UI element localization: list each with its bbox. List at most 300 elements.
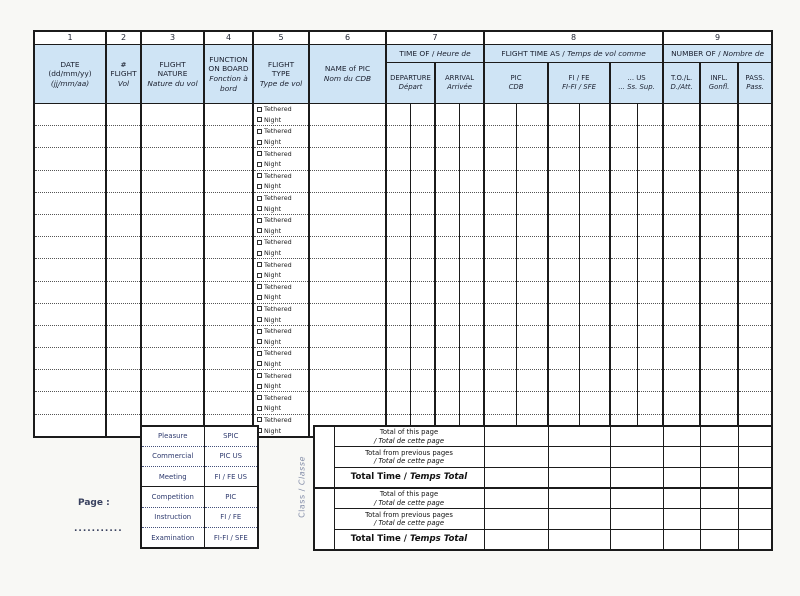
cell-flight-number[interactable] (106, 170, 141, 192)
cell-arrival-minutes[interactable] (459, 214, 484, 236)
cell-flight-nature[interactable] (141, 259, 204, 281)
cell-passengers[interactable] (738, 370, 772, 392)
cell-pic-name[interactable] (309, 392, 386, 414)
totals-cell-us[interactable] (610, 509, 663, 530)
cell-fi-fe-time-hours[interactable] (548, 370, 579, 392)
cell-pic-name[interactable] (309, 148, 386, 170)
cell-us-time-hours[interactable] (610, 148, 637, 170)
cell-departure-hours[interactable] (386, 259, 410, 281)
cell-pic-time-hours[interactable] (484, 192, 516, 214)
cell-us-time-minutes[interactable] (637, 303, 663, 325)
cell-pic-name[interactable] (309, 192, 386, 214)
cell-date[interactable] (34, 325, 106, 347)
cell-function-on-board[interactable] (204, 214, 253, 236)
cell-departure-minutes[interactable] (410, 126, 435, 148)
tethered-checkbox[interactable] (254, 259, 308, 270)
cell-pic-time-hours[interactable] (484, 259, 516, 281)
tethered-checkbox[interactable] (254, 415, 308, 426)
cell-fi-fe-time-hours[interactable] (548, 170, 579, 192)
cell-date[interactable] (34, 192, 106, 214)
cell-flight-nature[interactable] (141, 104, 204, 126)
totals-cell-us[interactable] (610, 426, 663, 447)
cell-departure-hours[interactable] (386, 303, 410, 325)
cell-date[interactable] (34, 281, 106, 303)
cell-departure-minutes[interactable] (410, 104, 435, 126)
cell-departure-hours[interactable] (386, 392, 410, 414)
tethered-checkbox[interactable] (254, 326, 308, 337)
totals-cell-pass[interactable] (738, 509, 772, 530)
cell-fi-fe-time-hours[interactable] (548, 192, 579, 214)
cell-arrival-minutes[interactable] (459, 104, 484, 126)
cell-pic-time-minutes[interactable] (516, 126, 548, 148)
cell-fi-fe-time-minutes[interactable] (579, 259, 610, 281)
night-checkbox[interactable] (254, 292, 308, 303)
cell-pic-time-minutes[interactable] (516, 303, 548, 325)
cell-flight-number[interactable] (106, 104, 141, 126)
totals-cell-us[interactable] (610, 447, 663, 468)
cell-fi-fe-time-minutes[interactable] (579, 126, 610, 148)
cell-pic-time-minutes[interactable] (516, 370, 548, 392)
cell-inflation[interactable] (700, 126, 738, 148)
cell-departure-hours[interactable] (386, 348, 410, 370)
cell-us-time-minutes[interactable] (637, 237, 663, 259)
cell-arrival-hours[interactable] (435, 214, 459, 236)
cell-function-on-board[interactable] (204, 192, 253, 214)
cell-flight-nature[interactable] (141, 170, 204, 192)
cell-inflation[interactable] (700, 392, 738, 414)
totals-cell-pic[interactable] (484, 509, 548, 530)
cell-function-on-board[interactable] (204, 104, 253, 126)
cell-takeoff-landing[interactable] (663, 348, 700, 370)
night-checkbox[interactable] (254, 359, 308, 370)
cell-arrival-hours[interactable] (435, 281, 459, 303)
cell-fi-fe-time-minutes[interactable] (579, 392, 610, 414)
totals-cell-us[interactable] (610, 488, 663, 509)
night-checkbox[interactable] (254, 270, 308, 281)
tethered-checkbox[interactable] (254, 215, 308, 226)
cell-date[interactable] (34, 148, 106, 170)
cell-departure-hours[interactable] (386, 192, 410, 214)
totals-cell-pass[interactable] (738, 447, 772, 468)
cell-function-on-board[interactable] (204, 148, 253, 170)
cell-us-time-minutes[interactable] (637, 104, 663, 126)
totals-cell-us[interactable] (610, 467, 663, 488)
night-checkbox[interactable] (254, 381, 308, 392)
cell-us-time-minutes[interactable] (637, 126, 663, 148)
cell-function-on-board[interactable] (204, 126, 253, 148)
cell-us-time-minutes[interactable] (637, 370, 663, 392)
cell-pic-name[interactable] (309, 259, 386, 281)
cell-arrival-minutes[interactable] (459, 170, 484, 192)
cell-fi-fe-time-minutes[interactable] (579, 237, 610, 259)
cell-departure-minutes[interactable] (410, 325, 435, 347)
cell-pic-time-hours[interactable] (484, 148, 516, 170)
cell-inflation[interactable] (700, 303, 738, 325)
cell-pic-time-hours[interactable] (484, 325, 516, 347)
totals-cell-pic[interactable] (484, 426, 548, 447)
cell-inflation[interactable] (700, 192, 738, 214)
night-checkbox[interactable] (254, 137, 308, 148)
cell-departure-hours[interactable] (386, 104, 410, 126)
night-checkbox[interactable] (254, 159, 308, 170)
cell-flight-nature[interactable] (141, 325, 204, 347)
cell-departure-hours[interactable] (386, 325, 410, 347)
cell-pic-name[interactable] (309, 370, 386, 392)
cell-arrival-hours[interactable] (435, 325, 459, 347)
cell-departure-minutes[interactable] (410, 192, 435, 214)
cell-takeoff-landing[interactable] (663, 126, 700, 148)
cell-passengers[interactable] (738, 237, 772, 259)
tethered-checkbox[interactable] (254, 171, 308, 182)
cell-pic-name[interactable] (309, 214, 386, 236)
cell-inflation[interactable] (700, 325, 738, 347)
cell-pic-name[interactable] (309, 126, 386, 148)
totals-cell-infl[interactable] (700, 509, 738, 530)
tethered-checkbox[interactable] (254, 104, 308, 115)
cell-flight-nature[interactable] (141, 392, 204, 414)
cell-function-on-board[interactable] (204, 259, 253, 281)
night-checkbox[interactable] (254, 181, 308, 192)
cell-inflation[interactable] (700, 148, 738, 170)
cell-pic-time-minutes[interactable] (516, 192, 548, 214)
cell-passengers[interactable] (738, 348, 772, 370)
totals-cell-tol[interactable] (663, 529, 700, 550)
cell-fi-fe-time-minutes[interactable] (579, 192, 610, 214)
cell-function-on-board[interactable] (204, 325, 253, 347)
cell-pic-time-minutes[interactable] (516, 104, 548, 126)
cell-date[interactable] (34, 348, 106, 370)
night-checkbox[interactable] (254, 336, 308, 347)
cell-pic-name[interactable] (309, 237, 386, 259)
cell-arrival-hours[interactable] (435, 192, 459, 214)
cell-passengers[interactable] (738, 214, 772, 236)
cell-takeoff-landing[interactable] (663, 303, 700, 325)
cell-arrival-hours[interactable] (435, 237, 459, 259)
cell-pic-time-hours[interactable] (484, 126, 516, 148)
cell-pic-time-minutes[interactable] (516, 348, 548, 370)
cell-us-time-hours[interactable] (610, 126, 637, 148)
cell-pic-name[interactable] (309, 303, 386, 325)
totals-cell-pic[interactable] (484, 447, 548, 468)
tethered-checkbox[interactable] (254, 392, 308, 403)
cell-flight-number[interactable] (106, 259, 141, 281)
cell-passengers[interactable] (738, 392, 772, 414)
cell-date[interactable] (34, 126, 106, 148)
cell-takeoff-landing[interactable] (663, 237, 700, 259)
cell-pic-name[interactable] (309, 170, 386, 192)
cell-inflation[interactable] (700, 237, 738, 259)
cell-fi-fe-time-minutes[interactable] (579, 348, 610, 370)
totals-cell-infl[interactable] (700, 447, 738, 468)
tethered-checkbox[interactable] (254, 282, 308, 293)
cell-fi-fe-time-hours[interactable] (548, 392, 579, 414)
cell-function-on-board[interactable] (204, 392, 253, 414)
cell-us-time-minutes[interactable] (637, 214, 663, 236)
cell-arrival-hours[interactable] (435, 259, 459, 281)
cell-date[interactable] (34, 237, 106, 259)
tethered-checkbox[interactable] (254, 126, 308, 137)
cell-function-on-board[interactable] (204, 303, 253, 325)
cell-takeoff-landing[interactable] (663, 104, 700, 126)
cell-flight-number[interactable] (106, 303, 141, 325)
cell-inflation[interactable] (700, 370, 738, 392)
cell-inflation[interactable] (700, 104, 738, 126)
cell-arrival-minutes[interactable] (459, 370, 484, 392)
cell-pic-time-hours[interactable] (484, 214, 516, 236)
cell-departure-minutes[interactable] (410, 237, 435, 259)
cell-departure-minutes[interactable] (410, 170, 435, 192)
cell-us-time-hours[interactable] (610, 104, 637, 126)
cell-fi-fe-time-minutes[interactable] (579, 370, 610, 392)
totals-cell-fi-fe[interactable] (548, 426, 610, 447)
cell-departure-minutes[interactable] (410, 259, 435, 281)
totals-cell-tol[interactable] (663, 426, 700, 447)
cell-us-time-hours[interactable] (610, 303, 637, 325)
cell-departure-minutes[interactable] (410, 214, 435, 236)
night-checkbox[interactable] (254, 203, 308, 214)
cell-fi-fe-time-hours[interactable] (548, 126, 579, 148)
tethered-checkbox[interactable] (254, 304, 308, 315)
cell-takeoff-landing[interactable] (663, 392, 700, 414)
cell-flight-nature[interactable] (141, 148, 204, 170)
cell-arrival-minutes[interactable] (459, 192, 484, 214)
cell-us-time-hours[interactable] (610, 192, 637, 214)
cell-fi-fe-time-hours[interactable] (548, 281, 579, 303)
cell-flight-number[interactable] (106, 392, 141, 414)
cell-takeoff-landing[interactable] (663, 192, 700, 214)
cell-us-time-minutes[interactable] (637, 259, 663, 281)
cell-fi-fe-time-minutes[interactable] (579, 214, 610, 236)
cell-arrival-hours[interactable] (435, 170, 459, 192)
cell-pic-time-minutes[interactable] (516, 325, 548, 347)
cell-date[interactable] (34, 414, 106, 437)
cell-departure-minutes[interactable] (410, 348, 435, 370)
totals-cell-pic[interactable] (484, 529, 548, 550)
cell-flight-number[interactable] (106, 414, 141, 437)
cell-arrival-hours[interactable] (435, 392, 459, 414)
cell-pic-time-hours[interactable] (484, 370, 516, 392)
tethered-checkbox[interactable] (254, 148, 308, 159)
totals-cell-fi-fe[interactable] (548, 467, 610, 488)
cell-flight-number[interactable] (106, 148, 141, 170)
cell-inflation[interactable] (700, 348, 738, 370)
totals-cell-pass[interactable] (738, 488, 772, 509)
night-checkbox[interactable] (254, 226, 308, 237)
cell-passengers[interactable] (738, 303, 772, 325)
cell-arrival-minutes[interactable] (459, 126, 484, 148)
cell-departure-hours[interactable] (386, 281, 410, 303)
cell-arrival-minutes[interactable] (459, 259, 484, 281)
totals-cell-pass[interactable] (738, 467, 772, 488)
cell-passengers[interactable] (738, 104, 772, 126)
cell-fi-fe-time-minutes[interactable] (579, 170, 610, 192)
cell-arrival-minutes[interactable] (459, 303, 484, 325)
cell-date[interactable] (34, 259, 106, 281)
night-checkbox[interactable] (254, 425, 308, 436)
cell-passengers[interactable] (738, 170, 772, 192)
cell-fi-fe-time-minutes[interactable] (579, 325, 610, 347)
totals-cell-infl[interactable] (700, 488, 738, 509)
page-number-field[interactable]: ........... (74, 524, 123, 534)
cell-us-time-hours[interactable] (610, 370, 637, 392)
night-checkbox[interactable] (254, 248, 308, 259)
cell-pic-time-minutes[interactable] (516, 214, 548, 236)
cell-flight-number[interactable] (106, 281, 141, 303)
cell-fi-fe-time-minutes[interactable] (579, 281, 610, 303)
cell-takeoff-landing[interactable] (663, 214, 700, 236)
totals-cell-infl[interactable] (700, 467, 738, 488)
cell-arrival-hours[interactable] (435, 303, 459, 325)
cell-pic-time-hours[interactable] (484, 170, 516, 192)
cell-departure-hours[interactable] (386, 126, 410, 148)
cell-date[interactable] (34, 104, 106, 126)
cell-pic-time-minutes[interactable] (516, 281, 548, 303)
cell-flight-number[interactable] (106, 325, 141, 347)
cell-pic-time-hours[interactable] (484, 392, 516, 414)
cell-us-time-hours[interactable] (610, 392, 637, 414)
cell-passengers[interactable] (738, 259, 772, 281)
cell-pic-time-hours[interactable] (484, 281, 516, 303)
cell-pic-name[interactable] (309, 325, 386, 347)
totals-cell-infl[interactable] (700, 426, 738, 447)
cell-arrival-minutes[interactable] (459, 148, 484, 170)
cell-us-time-hours[interactable] (610, 281, 637, 303)
cell-arrival-minutes[interactable] (459, 237, 484, 259)
totals-cell-us[interactable] (610, 529, 663, 550)
cell-arrival-minutes[interactable] (459, 348, 484, 370)
cell-departure-minutes[interactable] (410, 303, 435, 325)
cell-takeoff-landing[interactable] (663, 259, 700, 281)
cell-flight-nature[interactable] (141, 303, 204, 325)
totals-cell-tol[interactable] (663, 488, 700, 509)
cell-departure-hours[interactable] (386, 237, 410, 259)
cell-flight-nature[interactable] (141, 348, 204, 370)
cell-takeoff-landing[interactable] (663, 325, 700, 347)
cell-arrival-hours[interactable] (435, 126, 459, 148)
cell-pic-time-minutes[interactable] (516, 170, 548, 192)
cell-departure-hours[interactable] (386, 214, 410, 236)
night-checkbox[interactable] (254, 314, 308, 325)
cell-departure-hours[interactable] (386, 148, 410, 170)
cell-inflation[interactable] (700, 281, 738, 303)
totals-cell-tol[interactable] (663, 467, 700, 488)
cell-fi-fe-time-hours[interactable] (548, 214, 579, 236)
cell-arrival-hours[interactable] (435, 104, 459, 126)
cell-function-on-board[interactable] (204, 237, 253, 259)
cell-fi-fe-time-hours[interactable] (548, 348, 579, 370)
cell-us-time-minutes[interactable] (637, 325, 663, 347)
cell-us-time-minutes[interactable] (637, 192, 663, 214)
totals-cell-infl[interactable] (700, 529, 738, 550)
cell-takeoff-landing[interactable] (663, 170, 700, 192)
cell-fi-fe-time-minutes[interactable] (579, 148, 610, 170)
cell-takeoff-landing[interactable] (663, 148, 700, 170)
cell-pic-name[interactable] (309, 281, 386, 303)
cell-departure-minutes[interactable] (410, 370, 435, 392)
cell-arrival-hours[interactable] (435, 148, 459, 170)
cell-flight-number[interactable] (106, 370, 141, 392)
cell-flight-number[interactable] (106, 192, 141, 214)
cell-pic-time-minutes[interactable] (516, 237, 548, 259)
cell-passengers[interactable] (738, 281, 772, 303)
cell-inflation[interactable] (700, 170, 738, 192)
cell-arrival-minutes[interactable] (459, 325, 484, 347)
cell-us-time-hours[interactable] (610, 237, 637, 259)
cell-function-on-board[interactable] (204, 170, 253, 192)
cell-us-time-hours[interactable] (610, 325, 637, 347)
cell-date[interactable] (34, 214, 106, 236)
totals-cell-pass[interactable] (738, 426, 772, 447)
totals-cell-fi-fe[interactable] (548, 509, 610, 530)
totals-cell-pic[interactable] (484, 488, 548, 509)
cell-pic-name[interactable] (309, 348, 386, 370)
totals-cell-fi-fe[interactable] (548, 488, 610, 509)
totals-cell-pic[interactable] (484, 467, 548, 488)
cell-arrival-minutes[interactable] (459, 281, 484, 303)
cell-date[interactable] (34, 370, 106, 392)
cell-arrival-minutes[interactable] (459, 392, 484, 414)
cell-us-time-hours[interactable] (610, 259, 637, 281)
totals-cell-pass[interactable] (738, 529, 772, 550)
totals-cell-fi-fe[interactable] (548, 447, 610, 468)
cell-departure-hours[interactable] (386, 370, 410, 392)
cell-passengers[interactable] (738, 325, 772, 347)
cell-function-on-board[interactable] (204, 281, 253, 303)
cell-us-time-minutes[interactable] (637, 348, 663, 370)
cell-fi-fe-time-hours[interactable] (548, 259, 579, 281)
cell-fi-fe-time-minutes[interactable] (579, 104, 610, 126)
tethered-checkbox[interactable] (254, 348, 308, 359)
cell-departure-minutes[interactable] (410, 281, 435, 303)
cell-inflation[interactable] (700, 214, 738, 236)
totals-cell-tol[interactable] (663, 447, 700, 468)
cell-flight-number[interactable] (106, 237, 141, 259)
cell-fi-fe-time-hours[interactable] (548, 325, 579, 347)
cell-flight-nature[interactable] (141, 281, 204, 303)
cell-us-time-hours[interactable] (610, 170, 637, 192)
cell-date[interactable] (34, 170, 106, 192)
cell-us-time-minutes[interactable] (637, 148, 663, 170)
cell-us-time-minutes[interactable] (637, 392, 663, 414)
cell-fi-fe-time-hours[interactable] (548, 237, 579, 259)
cell-pic-name[interactable] (309, 104, 386, 126)
totals-cell-fi-fe[interactable] (548, 529, 610, 550)
cell-passengers[interactable] (738, 126, 772, 148)
cell-us-time-minutes[interactable] (637, 170, 663, 192)
cell-pic-time-hours[interactable] (484, 303, 516, 325)
cell-function-on-board[interactable] (204, 370, 253, 392)
cell-flight-nature[interactable] (141, 126, 204, 148)
cell-function-on-board[interactable] (204, 348, 253, 370)
cell-takeoff-landing[interactable] (663, 370, 700, 392)
cell-flight-number[interactable] (106, 126, 141, 148)
cell-departure-hours[interactable] (386, 170, 410, 192)
cell-pic-time-minutes[interactable] (516, 392, 548, 414)
cell-arrival-hours[interactable] (435, 348, 459, 370)
cell-flight-nature[interactable] (141, 370, 204, 392)
totals-cell-tol[interactable] (663, 509, 700, 530)
cell-fi-fe-time-minutes[interactable] (579, 303, 610, 325)
cell-date[interactable] (34, 392, 106, 414)
cell-pic-time-hours[interactable] (484, 348, 516, 370)
cell-fi-fe-time-hours[interactable] (548, 104, 579, 126)
night-checkbox[interactable] (254, 115, 308, 126)
cell-passengers[interactable] (738, 192, 772, 214)
cell-fi-fe-time-hours[interactable] (548, 303, 579, 325)
cell-date[interactable] (34, 303, 106, 325)
cell-us-time-minutes[interactable] (637, 281, 663, 303)
cell-fi-fe-time-hours[interactable] (548, 148, 579, 170)
